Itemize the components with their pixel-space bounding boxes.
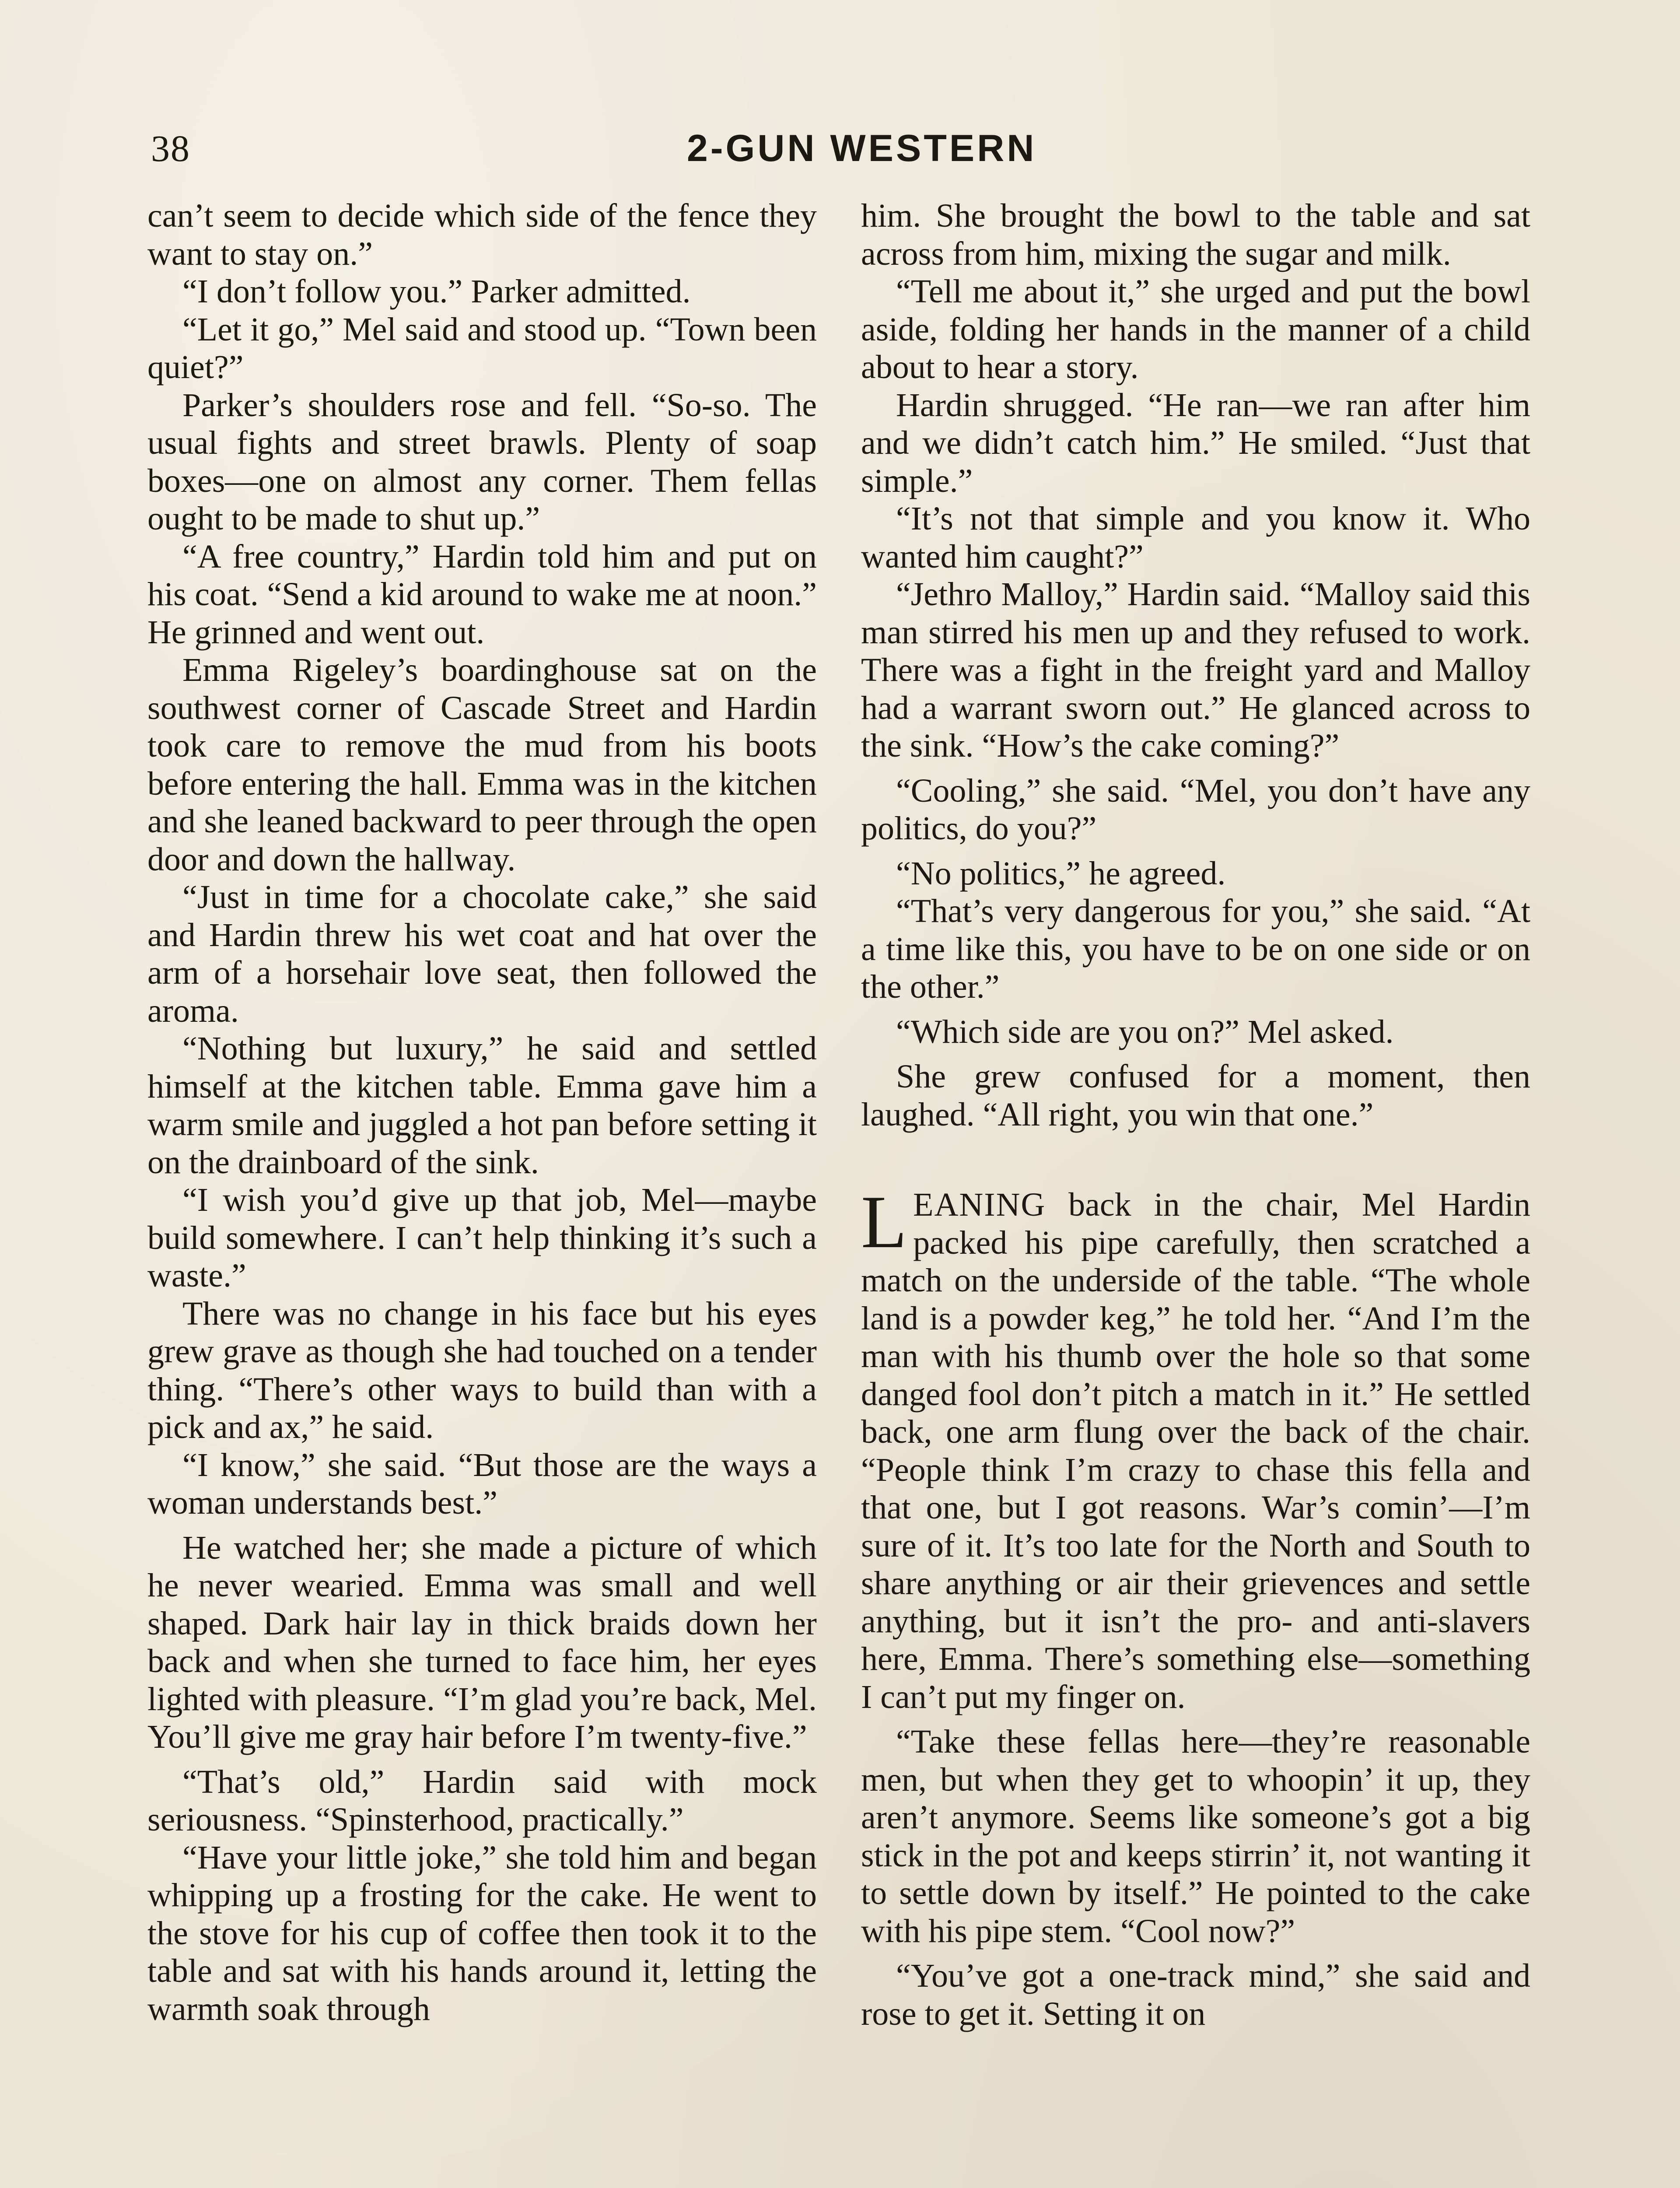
page-number: 38 [151, 127, 190, 169]
paragraph: “Let it go,” Mel said and stood up. “Town been quiet?” [147, 311, 817, 386]
paragraph: “That’s old,” Hardin said with mock seriousness. “Spinsterhood, practically.” [147, 1763, 817, 1838]
paragraph: “You’ve got a one-track mind,” she said and rose to get it. Setting it on [861, 1957, 1530, 2032]
drop-cap: L [861, 1181, 907, 1264]
right-column [861, 197, 1530, 2188]
paragraph: “That’s very dangerous for you,” she said. “At a time like this, you have to be on one side or on the other.” [861, 893, 1530, 1005]
paragraph: “I don’t follow you.” Parker admitted. [182, 273, 691, 310]
small-caps-lead: EANING [913, 1186, 1046, 1223]
paragraph: Emma Rigeley’s boardinghouse sat on the southwest corner of Cascade Street and Hardin took care to remove the mud from his boots before entering the hall. Emma was in the kitchen and she leaned backward to peer through the open door and down the hallway. [147, 652, 817, 878]
paragraph: Hardin shrugged. “He ran—we ran after him and we didn’t catch him.” He smiled. “Just that simple.” [861, 386, 1530, 499]
paragraph: him. She brought the bowl to the table and sat across from him, mixing the sugar and milk. [861, 197, 1530, 272]
running-title: 2-GUN WESTERN [687, 127, 1037, 169]
paragraph: Parker’s shoulders rose and fell. “So-so. The usual fights and street brawls. Plenty of soap boxes—one on almost any corner. Them fellas ought to be made to shut up.” [147, 386, 817, 537]
paragraph: He watched her; she made a picture of which he never wearied. Emma was small and well shaped. Dark hair lay in thick braids down her back and when she turned to face him, her eyes lighted with pleasure. “I’m glad you’re back, Mel. You’ll give me gray hair before I’m twenty-five.” [147, 1529, 817, 1755]
section-opening-paragraph [861, 1181, 1530, 1716]
paragraph: “Cooling,” she said. “Mel, you don’t have any politics, do you?” [861, 772, 1530, 847]
left-column [147, 197, 817, 2188]
paragraph: “Tell me about it,” she urged and put the bowl aside, folding her hands in the manner of a child about to hear a story. [861, 273, 1530, 386]
paragraph: “Which side are you on?” Mel asked. [896, 1013, 1394, 1050]
paragraph: “It’s not that simple and you know it. Who wanted him caught?” [861, 500, 1530, 575]
paragraph: can’t seem to decide which side of the fence they want to stay on.” [147, 197, 817, 272]
paragraph: “A free country,” Hardin told him and put on his coat. “Send a kid around to wake me at noon.” He grinned and went out. [147, 538, 817, 651]
paragraph: “No politics,” he agreed. [896, 855, 1226, 892]
paragraph: She grew confused for a moment, then laughed. “All right, you win that one.” [861, 1058, 1530, 1133]
paragraph: “Just in time for a chocolate cake,” she said and Hardin threw his wet coat and hat over the arm of a horsehair love seat, then followed the aroma. [147, 879, 817, 1029]
paragraph: “I know,” she said. “But those are the ways a woman understands best.” [147, 1446, 817, 1521]
paragraph: “Have your little joke,” she told him and began whipping up a frosting for the cake. He went to the stove for his cup of coffee then took it to the table and sat with his hands around it, letting the warmth soak through [147, 1839, 817, 2027]
paragraph: “Take these fellas here—they’re reasonable men, but when they get to whoopin’ it up, they aren’t anymore. Seems like someone’s got a big stick in the pot and keeps stirrin’ it, not wanting it to settle down by itself.” He pointed to the cake with his pipe stem. “Cool now?” [861, 1723, 1530, 1950]
paragraph: “Jethro Malloy,” Hardin said. “Malloy said this man stirred his men up and they refused to work. There was a fight in the freight yard and Malloy had a warrant sworn out.” He glanced across to the sink. “How’s the cake coming?” [861, 576, 1530, 764]
paragraph: “Nothing but luxury,” he said and settled himself at the kitchen table. Emma gave him a warm smile and juggled a hot pan before setting it on the drainboard of the sink. [147, 1030, 817, 1181]
section-text: back in the chair, Mel Hardin packed his pipe carefully, then scratched a match on the underside of the table. “The whole land is a powder keg,” he told her. “And I’m the man with his thumb over the hole so that some danged fool don’t pitch a match in it.” He settled back, one arm flung over the back of the chair. “People think I’m crazy to chase this fella and that one, but I got reasons. War’s comin’—I’m sure of it. It’s too late for the North and South to share anything or air their grievences and settle anything, but it isn’t the pro- and anti-slavers here, Emma. There’s something else—something I can’t put my finger on. [861, 1186, 1530, 1715]
paragraph: There was no change in his face but his eyes grew grave as though she had touched on a tender thing. “There’s other ways to build than with a pick and ax,” he said. [147, 1295, 817, 1445]
paragraph: “I wish you’d give up that job, Mel—maybe build somewhere. I can’t help thinking it’s such a waste.” [147, 1182, 817, 1294]
